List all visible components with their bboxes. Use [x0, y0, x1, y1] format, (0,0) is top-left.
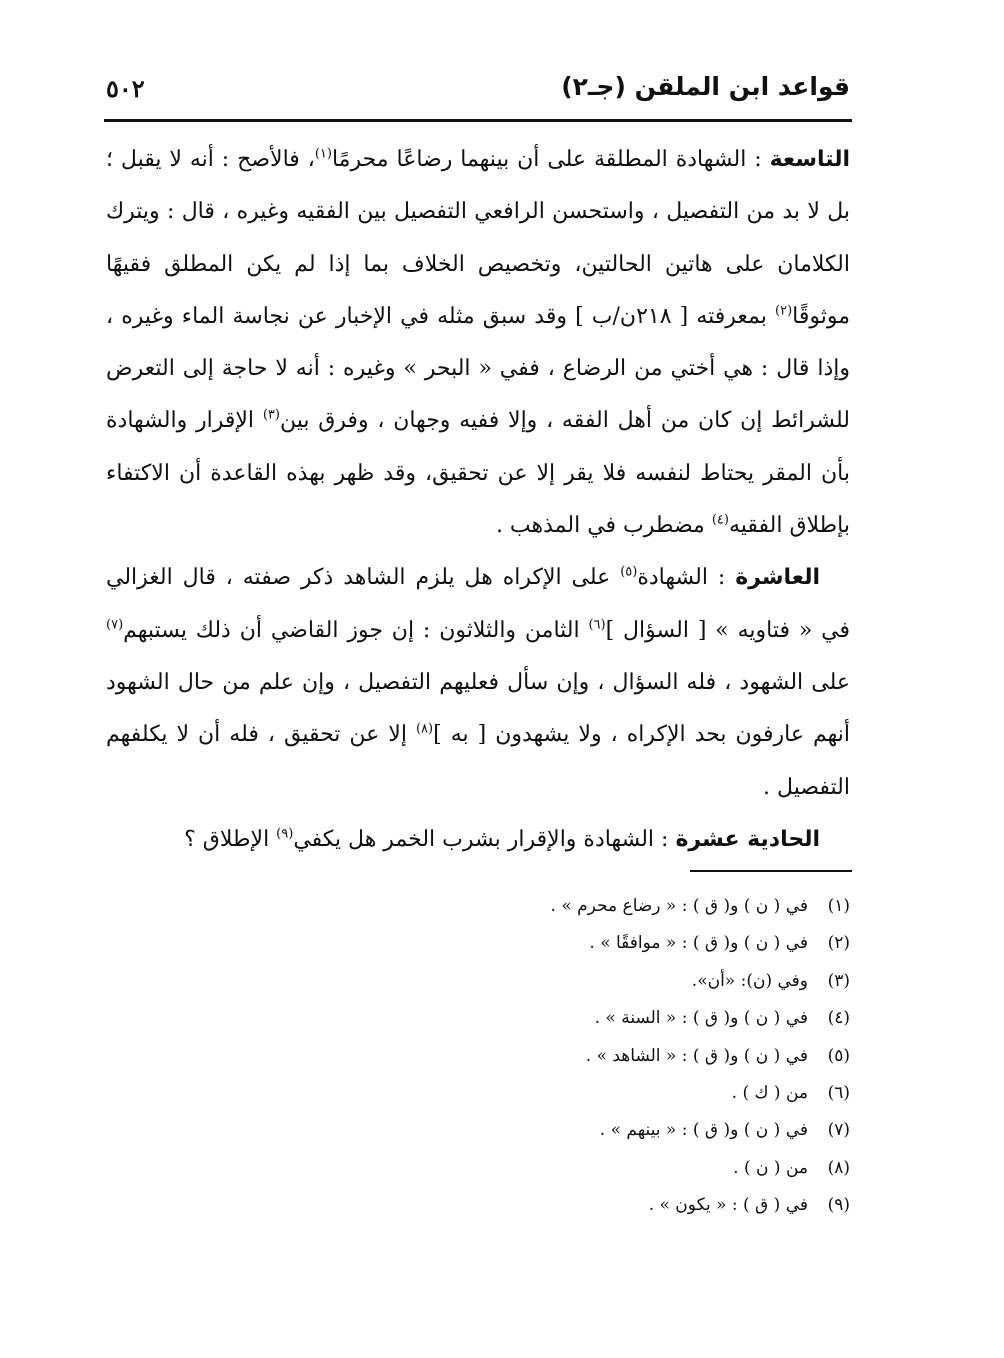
footnote-divider	[690, 870, 852, 872]
footnote-number: (٤)	[827, 1008, 850, 1029]
text-run: الثامن والثلاثون : إن جوز القاضي أن ذلك يستبهم	[123, 617, 589, 643]
text-run: مضطرب في المذهب .	[495, 513, 712, 539]
text-run: الإطلاق ؟	[184, 826, 277, 852]
footnote-ref: (١)	[314, 146, 332, 162]
paragraph-lead: الحادية عشرة	[675, 826, 820, 852]
footnote-text: في ( ن ) و( ق ) : « بينهم » .	[599, 1120, 808, 1141]
text-run: على الإكراه هل يلزم الشاهد ذكر صفته ، قال الغزالي في « فتاويه » [ السؤال ]	[106, 565, 851, 643]
footnote-text: وفي (ن): «أن».	[691, 970, 808, 991]
paragraph-lead: التاسعة	[769, 147, 850, 172]
text-run: : الشهادة والإقرار بشرب الخمر هل يكفي	[293, 826, 676, 852]
header-divider	[104, 119, 852, 122]
footnote	[106, 888, 850, 925]
footnote-text: من ( ك ) .	[731, 1083, 808, 1104]
paragraph-ninth	[106, 134, 850, 552]
footnote-number: (٨)	[827, 1157, 850, 1178]
footnote-ref: (٣)	[262, 408, 280, 424]
footnote-number: (٥)	[827, 1045, 850, 1066]
footnote	[106, 925, 850, 962]
footnote-text: في ( ن ) و( ق ) : « السنة » .	[594, 1008, 808, 1029]
footnote-ref: (٥)	[620, 565, 638, 581]
footnote-text: في ( ن ) و( ق ) : « رضاع محرم » .	[550, 896, 808, 916]
footnote	[106, 1038, 850, 1075]
footnote-number: (٧)	[827, 1120, 850, 1141]
text-run: على الشهود ، فله السؤال ، وإن سأل فعليهم التفصيل ، وإن علم من حال الشهود أنهم عارفون بحد الإكراه ، ولا يشهدون [ به ]	[106, 669, 850, 748]
footnote-number: (٣)	[827, 970, 850, 991]
text-run: : الشهادة	[637, 565, 736, 591]
footnote-number: (٦)	[827, 1083, 850, 1104]
footnotes-list	[106, 888, 850, 1225]
footnote-ref: (٩)	[276, 826, 294, 842]
footnote	[106, 1150, 850, 1187]
paragraph-tenth	[106, 552, 850, 813]
paragraph-lead: العاشرة	[735, 565, 820, 591]
text-run: الإقرار والشهادة بأن المقر يحتاط لنفسه فلا يقر إلا عن تحقيق، وقد ظهر بهذه القاعدة أن الاكتفاء بإطلاق الفقيه	[106, 408, 850, 539]
footnote	[106, 1000, 850, 1037]
footnote-number: (٢)	[827, 933, 850, 954]
text-run: بمعرفته [ ٢١٨ن/ب ] وقد سبق مثله في الإخبار عن نجاسة الماء وغيره ، وإذا قال : هي أختي من الرضاع ، ففي « البحر » وغيره : أنه لا حاجة إلى التعرض للشرائط إن كان من أهل الفقه ، وإلا ففيه وجهان ، وفرق بين	[106, 303, 850, 434]
footnote-number: (١)	[827, 896, 850, 916]
footnote-ref: (٨)	[415, 721, 434, 737]
page-header	[106, 70, 850, 114]
footnote-number: (٩)	[827, 1195, 850, 1216]
text-run: : الشهادة المطلقة على أن بينهما رضاعًا محرمًا	[331, 147, 770, 172]
page-number: ٥٠٢	[106, 74, 145, 103]
footnote	[106, 1187, 850, 1224]
text-run: ، فالأصح : أنه لا يقبل ؛ بل لا بد من التفصيل ، واستحسن الرافعي التفصيل بين الفقيه وغيره ، قال : ويترك الكلامان على هاتين الحالتين، وتخصيص الخلاف بما إذا لم يكن المطلق فقيهًا موثوقًا	[106, 147, 850, 329]
footnote-text: في ( ن ) و( ق ) : « الشاهد » .	[585, 1045, 808, 1066]
footnote	[106, 1075, 850, 1112]
footnote	[106, 1112, 850, 1149]
footnote-ref: (٧)	[106, 617, 124, 633]
paragraph-eleventh	[106, 814, 850, 866]
footnote-ref: (٦)	[588, 617, 606, 633]
footnote-ref: (٤)	[711, 512, 729, 528]
footnote-text: من ( ن ) .	[733, 1157, 808, 1178]
footnote-ref: (٢)	[775, 303, 793, 319]
running-title: قواعد ابن الملقن (جـ٢)	[561, 72, 850, 101]
footnote-text: في ( ق ) : « يكون » .	[648, 1195, 808, 1216]
footnote-text: في ( ن ) و( ق ) : « موافقًا » .	[589, 933, 808, 954]
main-text	[106, 134, 850, 866]
footnote	[106, 963, 850, 1000]
text-run: إلا عن تحقيق ، فله أن لا يكلفهم التفصيل .	[106, 722, 850, 800]
